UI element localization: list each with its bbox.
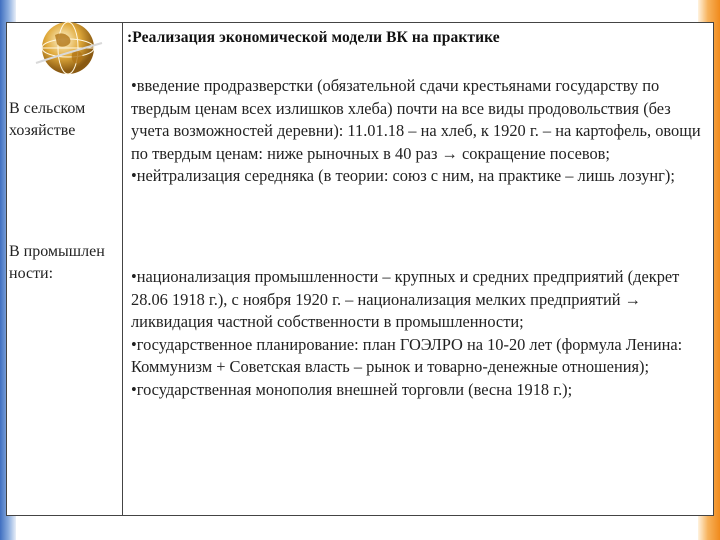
item-text: национализация промышленности – крупных и средних предприятий (декрет 28.06 1918 г.), с ноября 1920 г. – национализация мелких предприятий → ликвидация частной собственности в промышленности; <box>131 267 680 332</box>
item-text: введение продразверстки (обязательной сдачи крестьянами государству по твердым ценам всех излишков хлеба) почти на все виды продовольствия (без учета возможностей деревни): 11.01.18 – на хлеб, к 1920 г. – на картофель, овощи по твердым ценам: ниже рыночных в 40 раз → сокращение посевов; <box>131 76 701 163</box>
bullet-icon: • <box>131 166 137 186</box>
bullet-icon: • <box>131 334 137 354</box>
list-item <box>131 165 707 188</box>
row-label-industry: В промышлен ности: <box>9 243 105 282</box>
bullet-icon: • <box>131 379 137 399</box>
list-item <box>131 75 707 165</box>
agriculture-content <box>131 75 707 188</box>
row-label-agriculture: В сельском хозяйстве <box>9 100 86 139</box>
industry-content <box>131 266 707 402</box>
bullet-icon: • <box>131 267 137 286</box>
list-item <box>131 266 707 334</box>
content-table <box>6 22 714 516</box>
list-item <box>131 379 707 402</box>
list-item <box>131 334 707 379</box>
item-text: государственная монополия внешней торговли (весна 1918 г.); <box>136 379 573 399</box>
item-text: нейтрализация середняка (в теории: союз с ним, на практике – лишь лозунг); <box>136 166 675 186</box>
item-text: государственное планирование: план ГОЭЛРО на 10-20 лет (формула Ленина: Коммунизм + Советская власть – рынок и товарно-денежные отношения); <box>131 334 683 377</box>
bullet-icon: • <box>131 76 137 95</box>
slide-title: :Реализация экономической модели ВК на практике <box>127 29 500 46</box>
globe-icon <box>33 13 103 83</box>
column-divider <box>122 23 123 515</box>
